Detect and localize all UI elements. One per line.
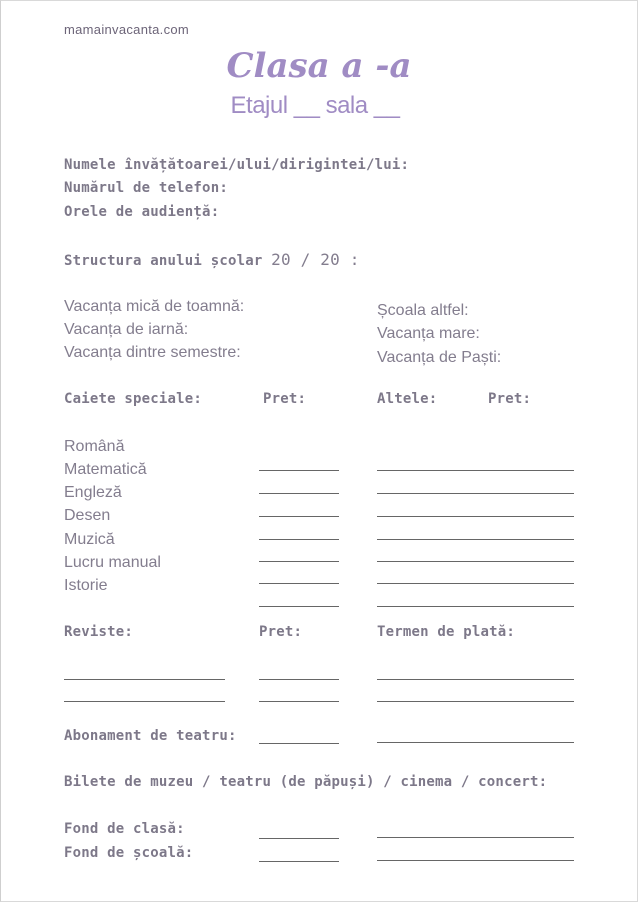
drawing-price-line[interactable] xyxy=(259,516,339,517)
school-fund-line[interactable] xyxy=(259,861,339,862)
theatre-price-line[interactable] xyxy=(259,743,339,744)
phone-label: Numărul de telefon: xyxy=(64,180,228,196)
page-subtitle: Etajul __ sala __ xyxy=(230,92,400,119)
tickets-label: Bilete de muzeu / teatru (de păpuși) / cinema / concert: xyxy=(64,774,548,790)
theatre-subscription-label: Abonament de teatru: xyxy=(64,728,237,744)
magazines-price-header: Pret: xyxy=(259,624,303,640)
office-hours-label: Orele de audiență: xyxy=(64,204,220,220)
subject-history: Istorie xyxy=(64,577,108,594)
class-fund-other-line[interactable] xyxy=(377,837,574,838)
magazine-deadline-line[interactable] xyxy=(377,679,574,680)
other-header: Altele: xyxy=(377,391,438,407)
magazines-header: Reviste: xyxy=(64,624,134,640)
handwork-price-line[interactable] xyxy=(259,561,339,562)
subject-music: Muzică xyxy=(64,531,115,548)
payment-deadline-header: Termen de plată: xyxy=(377,624,516,640)
school-fund-label: Fond de școală: xyxy=(64,845,194,861)
vacation-winter: Vacanța de iarnă: xyxy=(64,321,189,338)
special-notebooks-header: Caiete speciale: xyxy=(64,391,203,407)
vacation-between-semesters: Vacanța dintre semestre: xyxy=(64,344,241,361)
vacation-autumn: Vacanța mică de toamnă: xyxy=(64,298,245,315)
magazine-price-line[interactable] xyxy=(259,701,339,702)
school-year-value: 20 / 20 : xyxy=(271,250,360,269)
magazine-price-line[interactable] xyxy=(259,679,339,680)
subject-drawing: Desen xyxy=(64,507,111,524)
other-line[interactable] xyxy=(377,470,574,471)
subject-handwork: Lucru manual xyxy=(64,554,161,571)
school-different: Școala altfel: xyxy=(377,302,469,319)
math-price-line[interactable] xyxy=(259,470,339,471)
site-name: mamainvacanta.com xyxy=(64,22,190,37)
other-line[interactable] xyxy=(377,539,574,540)
other-price-header: Pret: xyxy=(488,391,532,407)
vacation-easter: Vacanța de Paști: xyxy=(377,349,502,366)
music-price-line[interactable] xyxy=(259,539,339,540)
theatre-other-line[interactable] xyxy=(377,742,574,743)
magazine-line[interactable] xyxy=(64,679,225,680)
school-year-label: Structura anului școlar xyxy=(64,253,263,269)
other-line[interactable] xyxy=(377,561,574,562)
class-fund-label: Fond de clasă: xyxy=(64,821,185,837)
other-line[interactable] xyxy=(377,493,574,494)
subject-romanian: Română xyxy=(64,438,125,455)
other-line[interactable] xyxy=(377,606,574,607)
class-fund-line[interactable] xyxy=(259,838,339,839)
magazine-deadline-line[interactable] xyxy=(377,701,574,702)
history-price-line[interactable] xyxy=(259,583,339,584)
school-year-heading xyxy=(64,250,360,269)
extra-price-line[interactable] xyxy=(259,606,339,607)
other-line[interactable] xyxy=(377,516,574,517)
notebooks-price-header: Pret: xyxy=(263,391,307,407)
subject-math: Matematică xyxy=(64,461,147,478)
page-title: Clasa a -a xyxy=(226,46,412,86)
magazine-line[interactable] xyxy=(64,701,225,702)
subject-english: Engleză xyxy=(64,484,122,501)
vacation-summer: Vacanța mare: xyxy=(377,325,480,342)
english-price-line[interactable] xyxy=(259,493,339,494)
school-fund-other-line[interactable] xyxy=(377,860,574,861)
teacher-name-label: Numele învățătoarei/ului/dirigintei/lui: xyxy=(64,157,410,173)
other-line[interactable] xyxy=(377,583,574,584)
